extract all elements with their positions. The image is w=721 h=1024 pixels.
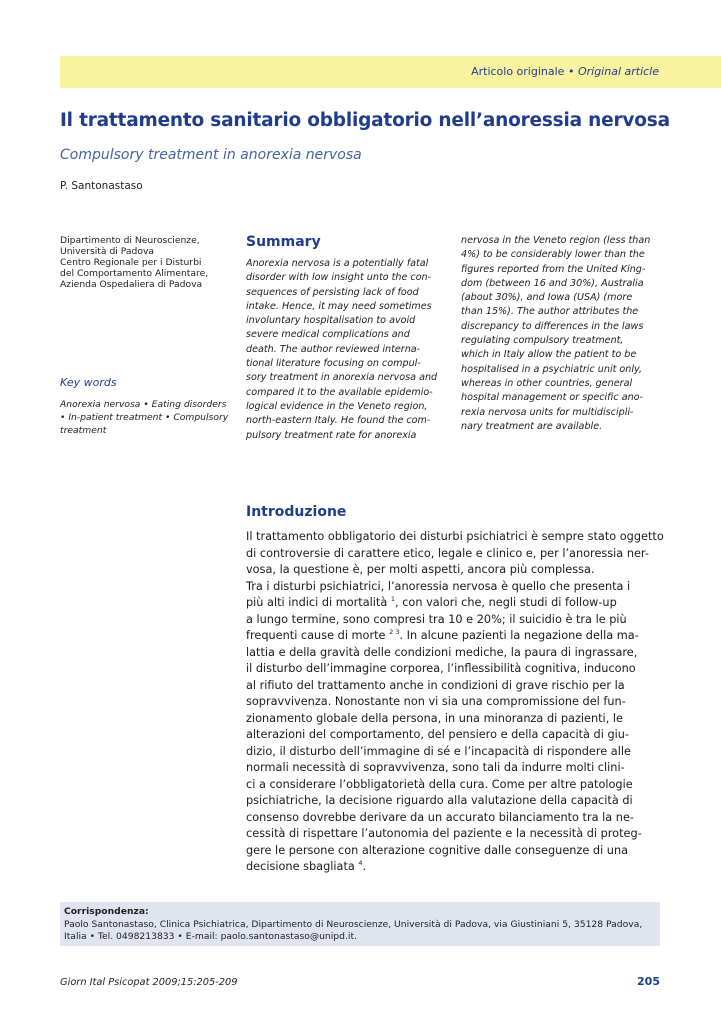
intro-line: Tra i disturbi psichiatrici, l’anoressia nervosa è quello che presenta i [246,579,631,593]
affiliation-line: del Comportamento Alimentare, [60,268,209,279]
summary-line: pulsory treatment rate for anorexia [246,429,417,441]
summary-line: which in Italy allow the patient to be [461,349,637,361]
summary-line: dom (between 16 and 30%), Australia [461,277,644,289]
summary-line: north-eastern Italy. He found the com- [246,415,431,427]
affiliation-line: Azienda Ospedaliera di Padova [60,279,203,290]
intro-text: decisione sbagliata [246,860,355,873]
intro-body [246,529,666,876]
summary-line: sory treatment in anorexia nervosa and [246,372,438,384]
summary-line: tional literature focusing on compul- [246,358,421,370]
intro-text: più alti indici di mortalità [246,596,388,609]
intro-heading: Introduzione [246,504,347,520]
summary-line: death. The author reviewed interna- [246,343,421,355]
page-number: 205 [637,975,660,988]
citation-ref: 2 3 [389,628,400,636]
correspondence-box [60,902,660,946]
summary-column-2 [461,234,661,434]
intro-line: zionamento globale della persona, in una minoranza di pazienti, le [246,711,623,725]
intro-line: di controversie di carattere etico, legale e clinico e, per l’anoressia ner- [246,546,649,560]
summary-line: Anorexia nervosa is a potentially fatal [246,258,429,269]
article-type-it: Articolo originale [471,65,565,78]
intro-text: , con valori che, negli studi di follow-up [395,596,617,609]
affiliation-line: Dipartimento di Neuroscienze, [60,235,200,246]
intro-line [246,859,666,876]
intro-line: lattia e della gravità delle condizioni mediche, la paura di ingrassare, [246,645,638,659]
summary-line: nary treatment are available. [461,420,603,432]
keywords-line: treatment [60,425,107,436]
intro-line: dizio, il disturbo dell’immagine di sé e l’incapacità di rispondere alle [246,744,631,758]
affiliation-line: Università di Padova [60,246,155,257]
summary-line: hospital management or specific ano- [461,392,643,404]
keywords-title: Key words [60,376,117,389]
summary-line: nervosa in the Veneto region (less than [461,235,651,246]
summary-line: than 15%). The author attributes the [461,306,639,318]
journal-citation: Giorn Ital Psicopat 2009;15:205-209 [60,977,238,988]
intro-text: . [362,860,367,873]
summary-line: whereas in other countries, general [461,377,633,389]
intro-text: frequenti cause di morte [246,629,386,642]
correspondence-title: Corrispondenza: [64,906,149,917]
intro-line: gere le persone con alterazione cognitive dalle conseguenze di una [246,843,629,857]
article-type-en: Original article [577,65,659,78]
summary-column-1 [246,257,446,443]
intro-line: normali necessità di sopravvivenza, sono tali da indurre molti clini- [246,761,625,774]
article-type-label [471,65,659,78]
keywords-line: Anorexia nervosa • Eating disorders [60,399,227,410]
summary-line: compared it to the available epidemio- [246,386,433,398]
keywords-line: • In-patient treatment • Compulsory [60,412,229,423]
intro-text: . In alcune pazienti la negazione della ma- [399,629,639,642]
summary-line: figures reported from the United King- [461,263,646,275]
intro-line: al rifiuto del trattamento anche in condizioni di grave rischio per la [246,678,625,692]
intro-line: consenso dovrebbe derivare da un accurato bilanciamento tra la ne- [246,810,634,824]
intro-line [246,595,666,612]
intro-line: vosa, la questione è, per molti aspetti, ancora più complessa. [246,563,595,576]
keywords-text [60,398,232,437]
summary-line: (about 30%), and Iowa (USA) (more [461,292,633,304]
article-title: Il trattamento sanitario obbligatorio nell’anoressia nervosa [60,110,670,131]
summary-line: discrepancy to differences in the laws [461,320,644,332]
article-subtitle: Compulsory treatment in anorexia nervosa [60,147,362,163]
intro-line: psichiatriche, la decisione riguardo alla valutazione della capacità di [246,794,633,807]
correspondence-address: Paolo Santonastaso, Clinica Psichiatrica, Dipartimento di Neuroscienze, Università di Padova, via Giustiniani 5, 35128 Padova, [64,918,643,930]
intro-line: alterazioni del comportamento, del pensiero e della capacità di giu- [246,728,629,741]
affiliation-line: Centro Regionale per i Disturbi [60,257,202,268]
affiliation [60,235,220,290]
summary-heading: Summary [246,234,321,250]
intro-line: sopravvivenza. Nonostante non vi sia una compromissione del fun- [246,695,626,708]
author-name: P. Santonastaso [60,180,143,192]
summary-line: severe medical complications and [246,329,410,341]
summary-line: sequences of persisting lack of food [246,286,419,298]
summary-line: 4%) to be considerably lower than the [461,249,645,261]
intro-line [246,628,666,645]
header-bar [60,56,721,88]
summary-line: involuntary hospitalisation to avoid [246,315,416,327]
article-type-separator: • [567,65,575,78]
intro-line: a lungo termine, sono compresi tra 10 e 20%; il suicidio è tra le più [246,612,627,626]
intro-line: il disturbo dell’immagine corporea, l’inflessibilità cognitiva, inducono [246,662,636,675]
summary-line: hospitalised in a psychiatric unit only, [461,363,643,375]
summary-line: logical evidence in the Veneto region, [246,400,428,412]
citation-ref: 4 [358,859,363,867]
intro-line: ci a considerare l’obbligatorietà della cura. Come per altre patologie [246,777,633,791]
summary-line: disorder with low insight unto the con- [246,272,432,284]
intro-line: cessità di rispettare l’autonomia del paziente e la necessità di proteg- [246,827,642,840]
intro-line: Il trattamento obbligatorio dei disturbi psichiatrici è sempre stato oggetto [246,530,664,543]
summary-line: regulating compulsory treatment, [461,335,624,347]
correspondence-contact: Italia • Tel. 0498213833 • E-mail: paolo.santonastaso@unipd.it. [64,931,357,942]
summary-line: rexia nervosa units for multidiscipli- [461,406,634,418]
citation-ref: 1 [390,595,396,603]
summary-line: intake. Hence, it may need sometimes [246,300,432,312]
